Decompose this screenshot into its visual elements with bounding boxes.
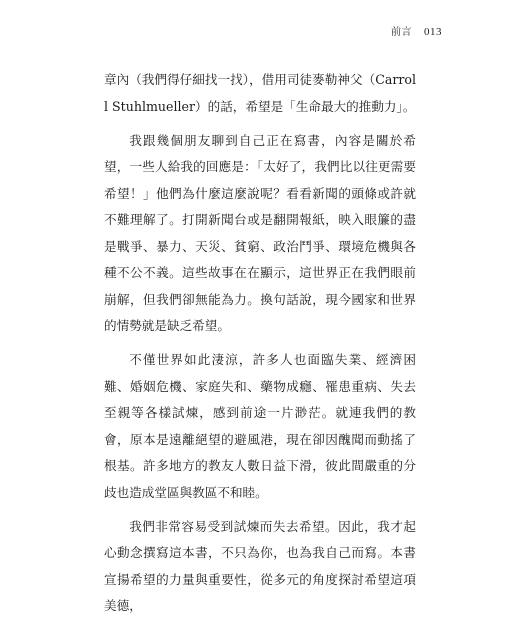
paragraph-3: 不僅世界如此淒涼，許多人也面臨失業、經濟困難、婚姻危機、家庭失和、藥物成癮、罹患重病、失去至親等各樣試煉，感到前途一片渺茫。就連我們的教會，原本是遠離絕望的避風港，現在卻因醜聞而動搖了根基。許多地方的教友人數日益下滑，彼此間嚴重的分歧也造成堂區與教區不和睦。	[104, 352, 416, 500]
body-text	[104, 67, 416, 627]
paragraph-4: 我們非常容易受到試煉而失去希望。因此，我才起心動念撰寫這本書，不只為你，也為我自己而寫。本書宣揚希望的力量與重要性，從多元的角度探討希望這項美德，	[104, 518, 416, 613]
header-section-title: 前言	[391, 27, 412, 38]
paragraph-1: 章內（我們得仔細找一找），借用司徒麥勒神父（Carroll Stuhlmueller）的話，希望是「生命最大的推動力」。	[104, 72, 416, 114]
page-number: 013	[424, 26, 442, 38]
running-header	[391, 23, 442, 38]
paragraph-2: 我跟幾個朋友聊到自己正在寫書，內容是關於希望，一些人給我的回應是：「太好了，我們比以往更需要希望！」他們為什麼這麼說呢？看看新聞的頭條或許就不難理解了。打開新聞台或是翻開報紙，映入眼簾的盡是戰爭、暴力、天災、貧窮、政治鬥爭、環境危機與各種不公不義。這些故事在在顯示，這世界正在我們眼前崩解，但我們卻無能為力。換句話說，現今國家和世界的情勢就是缺乏希望。	[104, 132, 416, 333]
